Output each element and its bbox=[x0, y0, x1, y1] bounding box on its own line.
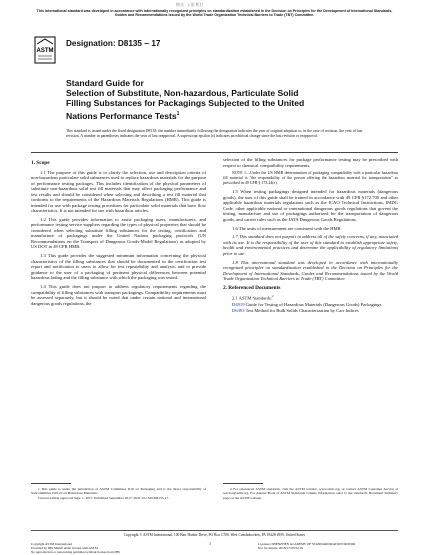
svg-text:ASTM: ASTM bbox=[36, 48, 54, 54]
referenced-documents-heading: 2. Referenced Documents bbox=[223, 284, 281, 291]
reference-link-d6393[interactable]: D6393 bbox=[232, 308, 245, 314]
paragraph-continued: selection of the filling substances for package performance testing may be prescribed with respect to chemical compatibility requirements. bbox=[223, 157, 398, 168]
header-divider bbox=[31, 152, 398, 153]
footnote-divider-left bbox=[31, 483, 71, 484]
purchase-stamp: 购买 : 1 张 机打 bbox=[176, 2, 204, 7]
title-line-1: Standard Guide for bbox=[66, 78, 144, 88]
license-left: Copyright ASTM International Provided by IHS Markit under license with ASTM No reproduction or networking permitted without license from IHS bbox=[31, 542, 120, 555]
paragraph-1-8: 1.8 This international standard was developed in accordance with internationally recognized principles on standardization established in the Decision on Principles for the Development of International Standards, Guides and Recommendations issued by the World Trade Organization Technical Barriers to Trade (TBT) Committee. bbox=[223, 259, 398, 282]
license-right: Licensee=SHENZHEN ACADEMY OF STANDARDIZATION MOTOR Not for Resale, 2018/1/5 09:52:01 bbox=[258, 542, 356, 551]
left-column bbox=[31, 157, 206, 310]
note-1: NOTE 1—Under the US HMR determination of packaging compatibility with a particular hazardous fill material is "the responsibility of the person offering the hazardous material for transportation" as prescribed in 49 CFR § 173.24(e). bbox=[223, 170, 398, 185]
copyright-line: Copyright © ASTM International, 100 Barr Harbor Drive, PO Box C700, West Conshohocken, PA 19428-2959. United States bbox=[123, 533, 306, 537]
tbt-notice: This international standard was developed in accordance with internationally recognized principles on standardization established in the Decision on Principles for the Development of International Standards, Guides and Recommendations issued by the World Trade Organization Technical Barriers to Trade (TBT) Committee. bbox=[36, 9, 393, 18]
paragraph-1-1: 1.1 The purpose of this guide is to clarify the selection, use and description criteria of non-hazardous particulate solid substances used to replace hazardous materials for the purpose of performance testing packages. This includes identification of the physical parameters of substitute non-hazardous solid test fill materials that may affect packaging performance and test results and should be considered when selecting and describing a test fill material that conforms to the requirements of the Hazardous Materials Regulations (HMR). This guide is intended for use with package testing procedures for particulate solid materials that have flow characteristics. It is not intended for use with hazardous articles. bbox=[31, 169, 206, 213]
scope-heading: 1. Scope bbox=[31, 160, 50, 166]
astm-logo-icon bbox=[34, 36, 56, 64]
designation: Designation: D8135 − 17 bbox=[66, 39, 161, 48]
astm-standards-subheading: 2.1 ASTM Standards:$^2$ bbox=[232, 294, 274, 301]
document-title bbox=[66, 78, 366, 121]
paragraph-1-6: 1.6 The units of measurement are consistent with the HMR. bbox=[232, 225, 342, 231]
reference-d6393: D6393 Test Method for Bulk Solids Characterization by Carr Indices bbox=[232, 308, 359, 314]
issuance-note: This standard is issued under the fixed designation D8135; the number immediately following the designation indicates the year of original adoption or, in the case of revision, the year of last revision. A number in parentheses indicates the year of last reapproval. A superscript epsilon (ε) indicates an editorial change since the last revision or reapproval. bbox=[66, 129, 363, 138]
footnote-2: 2 For referenced ASTM standards, visit the ASTM website, www.astm.org, or contact ASTM Customer Service at service@astm.org. For Annual Book of ASTM Standards volume information, refer to the standard's Document Summary page on the ASTM website. bbox=[223, 487, 398, 500]
footnote-divider-right bbox=[223, 483, 263, 484]
title-footnote-mark: 1 bbox=[176, 110, 180, 117]
paragraph-1-3: 1.3 This guide provides the suggested minimum information concerning the physical characteristics of the filling substances that should be documented in the certification test report and notification to users to allow for test repeatability and analysis, and to provide guidance to the user of a packaging of pertinent physical differences between potential hazardous lading and the filling substance with which the packaging was tested. bbox=[31, 253, 206, 281]
paragraph-1-4: 1.4 This guide does not purport to address regulatory requirements regarding the compatibility of filling substances with transport packagings. Compatibility requirements must be assessed separately, but it should be noted that under certain national and international dangerous goods regulations, the bbox=[31, 284, 206, 306]
footnote-1: 1 This guide is under the jurisdiction of ASTM Committee D10 on Packaging and is the direct responsibility of Subcommittee D10.22 on Hazardous Materials. Current edition approved Sept. 1, 2017. Published September 2017. DOI: 10.1520/D8135-17. bbox=[31, 487, 206, 500]
title-line-4: Nations Performance Tests$^1$ bbox=[66, 110, 180, 121]
paragraph-1-5: 1.5 When testing packagings designed intended for hazardous materials (dangerous goods), the user of this guide shall be trained in accordance with 49 CFR §172.700 and other applicable hazardous materials regulations such as the ICAO Technical Instructions, IMDG Code, other applicable national or international dangerous goods regulations that govern the testing, manufacture and use of packagings authorized for the transportation of dangerous goods, and carrier rules such as the IATA Dangerous Goods Regulations. bbox=[223, 189, 398, 222]
reference-d4919: D4919 Guide for Testing of Hazardous Materials (Dangerous Goods) Packagings bbox=[232, 302, 382, 308]
page-number: 1 bbox=[209, 541, 212, 546]
reference-link-d4919[interactable]: D4919 bbox=[232, 302, 245, 308]
paragraph-1-7: 1.7 This standard does not purport to address all of the safety concerns, if any, associated with its use. It is the responsibility of the user of this standard to establish appropriate safety, health and environmental practices and determine the applicability of regulatory limitations prior to use. bbox=[223, 234, 398, 256]
right-column bbox=[223, 157, 398, 314]
title-line-2: Selection of Substitute, Non-hazardous, Particulate Solid bbox=[66, 88, 299, 99]
title-line-3: Filling Substances for Packagings Subjected to the United bbox=[66, 98, 305, 109]
footer-divider bbox=[31, 530, 398, 531]
paragraph-1-2: 1.2 This guide provides information to assist packaging users, manufacturers, and performance testing service suppliers regarding the types of physical properties that should be considered when selecting substitute filling substances for the testing, certification and manufacture of packagings under the United Nations packaging protocols (UN Recommendations on the Transport of Dangerous Goods-Model Regulations) as adopted by US DOT in 49 CFR HMR. bbox=[31, 216, 206, 250]
